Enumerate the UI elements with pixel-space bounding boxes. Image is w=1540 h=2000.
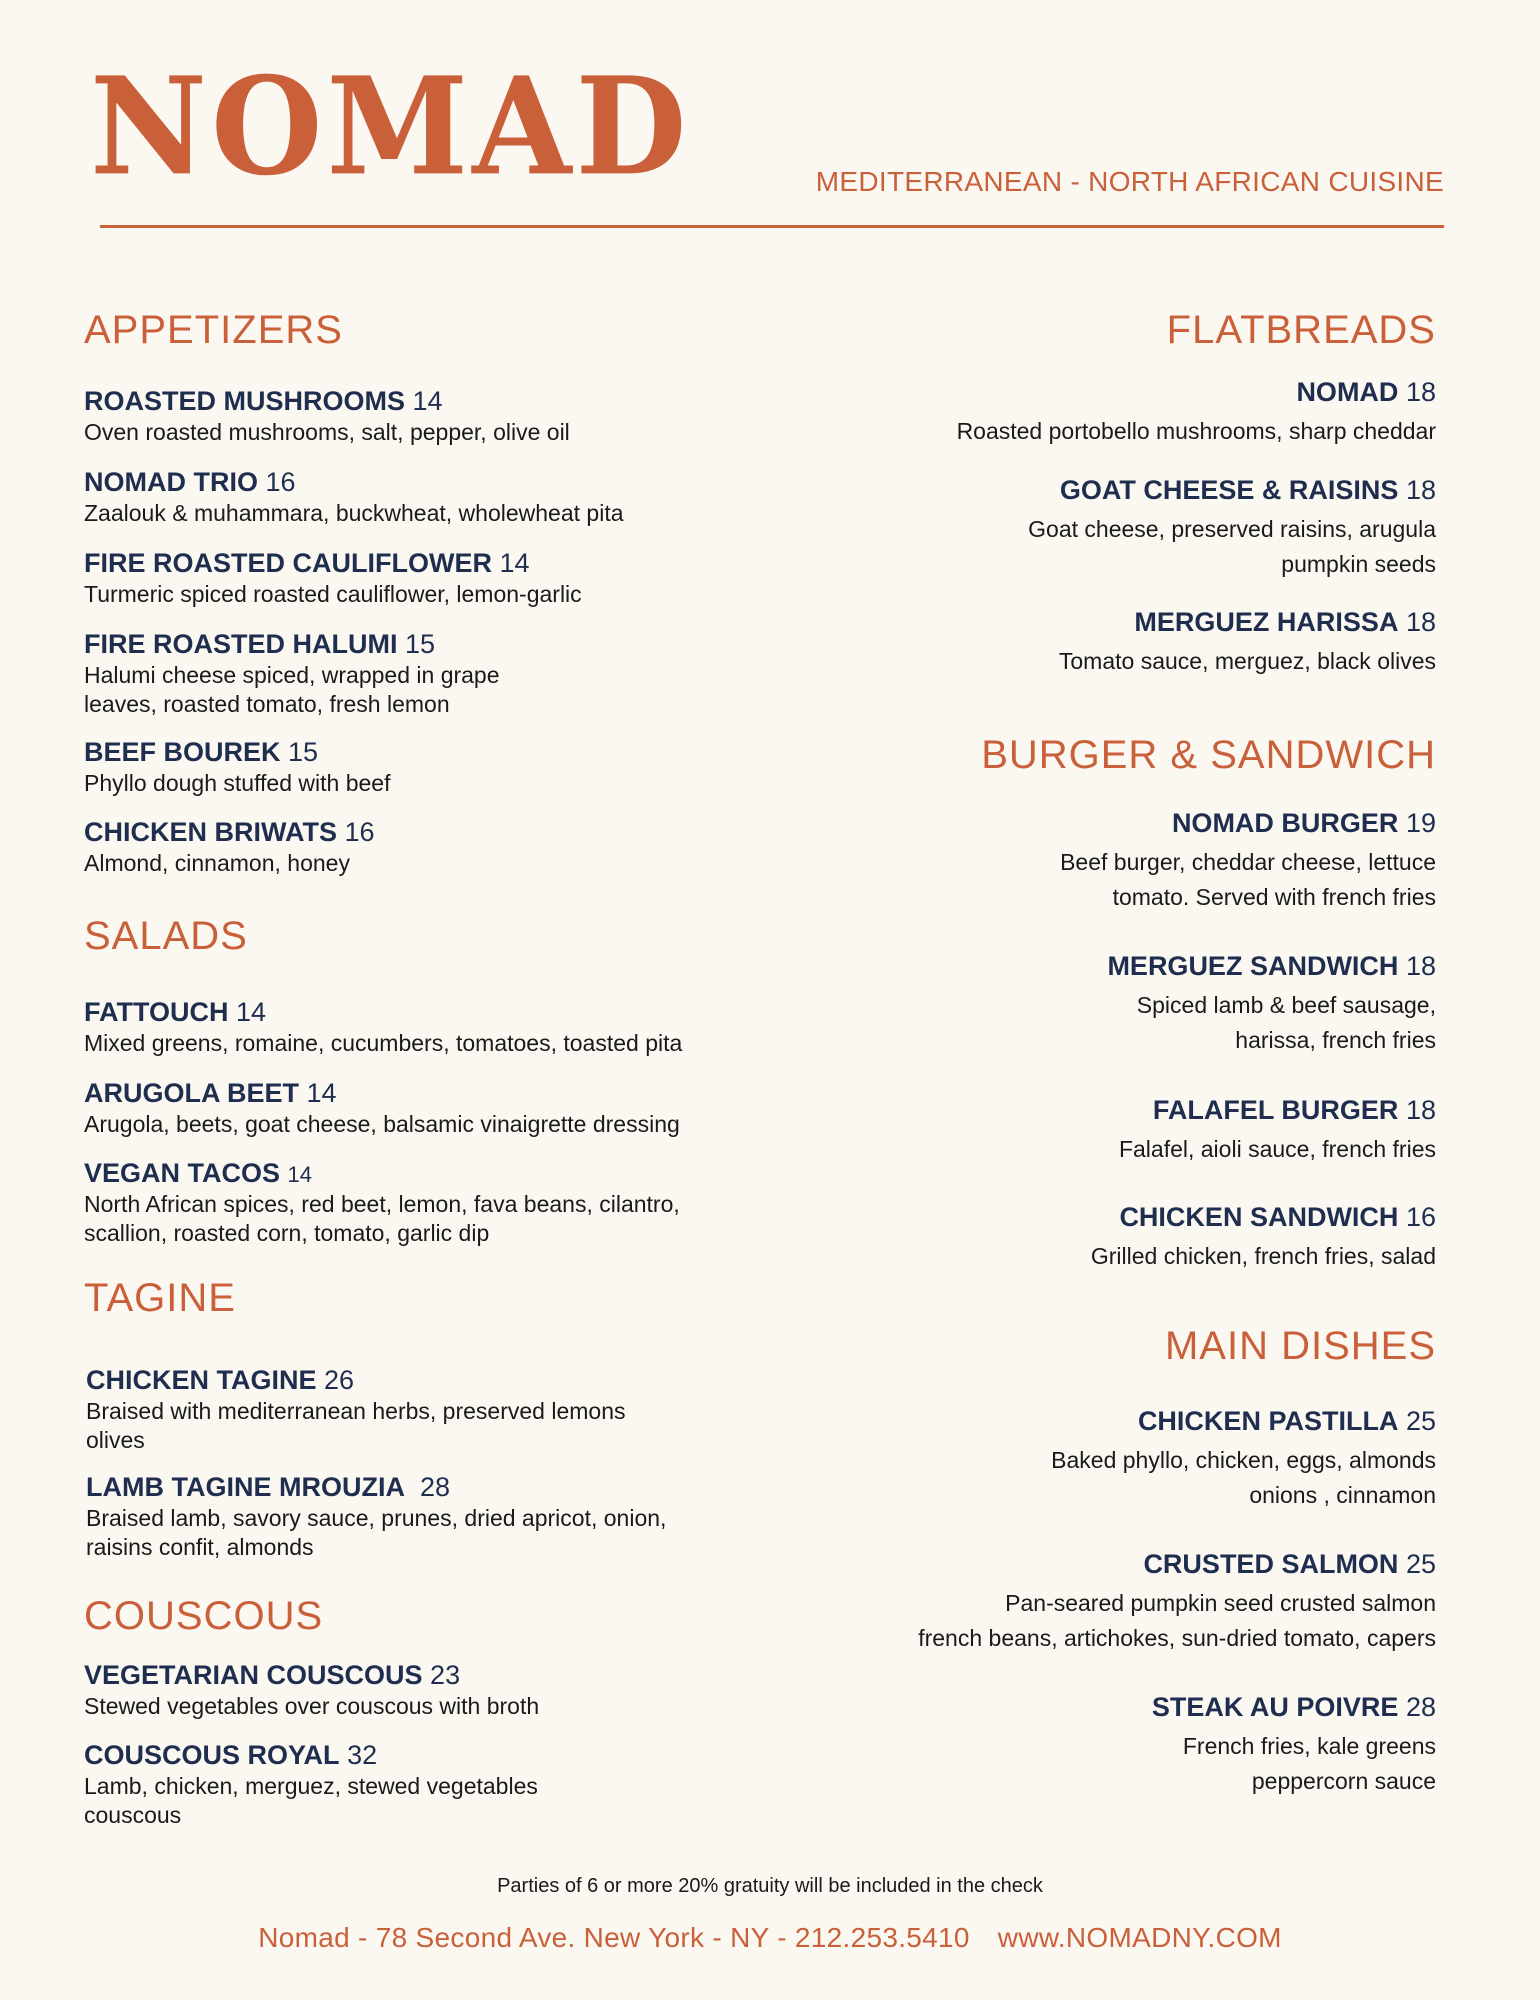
item-price: 18 [1405, 377, 1436, 407]
item-price: 32 [347, 1740, 378, 1770]
menu-item [84, 630, 500, 719]
item-desc: peppercorn sauce [1251, 1768, 1436, 1795]
item-desc: Braised with mediterranean herbs, preserved lemons [86, 1397, 626, 1424]
item-price: 16 [265, 467, 296, 497]
menu-item [84, 387, 570, 446]
section-title-main-dishes: MAIN DISHES [1164, 1324, 1436, 1368]
item-price: 14 [236, 997, 267, 1027]
item-name: GOAT CHEESE & RAISINS [1059, 475, 1399, 505]
item-desc: French fries, kale greens [1182, 1732, 1436, 1759]
menu-item [84, 998, 682, 1057]
item-price: 16 [344, 817, 375, 847]
item-desc: onions , cinnamon [1249, 1482, 1436, 1509]
section-title-burger-sandwich: BURGER & SANDWICH [981, 733, 1436, 777]
item-price: 18 [1405, 951, 1436, 981]
item-desc: Roasted portobello mushrooms, sharp cheddar [956, 417, 1436, 444]
item-price: 28 [419, 1472, 451, 1502]
item-name: NOMAD BURGER [1171, 808, 1399, 838]
item-desc: Goat cheese, preserved raisins, arugula [1028, 515, 1436, 542]
menu-item [84, 738, 390, 797]
item-price: 15 [405, 629, 436, 659]
item-name: MERGUEZ HARISSA [1134, 607, 1399, 637]
item-desc: scallion, roasted corn, tomato, garlic dip [84, 1220, 490, 1247]
item-name: ARUGOLA BEET [84, 1078, 299, 1108]
item-price: 25 [1405, 1549, 1436, 1579]
section-title-salads: SALADS [84, 914, 248, 958]
menu-item [1059, 608, 1436, 679]
item-desc: Tomato sauce, merguez, black olives [1058, 647, 1436, 674]
gratuity-note: Parties of 6 or more 20% gratuity will be included in the check [497, 1875, 1043, 1897]
item-desc: North African spices, red beet, lemon, fava beans, cilantro, [84, 1190, 680, 1217]
item-price: 18 [1405, 1095, 1436, 1125]
item-name: BEEF BOUREK [84, 737, 281, 767]
menu-item [84, 468, 624, 527]
item-name: ROASTED MUSHROOMS [84, 386, 406, 416]
item-desc: Baked phyllo, chicken, eggs, almonds [1051, 1446, 1436, 1473]
menu-item [86, 1473, 666, 1562]
menu-item [84, 549, 582, 608]
item-name: NOMAD [1296, 377, 1399, 407]
item-desc: olives [86, 1427, 145, 1454]
item-name: MERGUEZ SANDWICH [1107, 951, 1399, 981]
item-name: CRUSTED SALMON [1143, 1549, 1399, 1579]
item-name: CHICKEN SANDWICH [1119, 1202, 1399, 1232]
menu-item [84, 1741, 538, 1830]
item-desc: Zaalouk & muhammara, buckwheat, wholewheat pita [84, 499, 624, 526]
item-price: 18 [1405, 607, 1436, 637]
item-name: NOMAD TRIO [84, 467, 258, 497]
item-name: CHICKEN BRIWATS [84, 817, 337, 847]
item-name: FALAFEL BURGER [1152, 1095, 1399, 1125]
item-desc: Lamb, chicken, merguez, stewed vegetables [84, 1772, 538, 1799]
item-price: 15 [288, 737, 319, 767]
item-price: 14 [499, 548, 530, 578]
item-desc: Stewed vegetables over couscous with broth [84, 1692, 540, 1719]
section-title-tagine: TAGINE [84, 1276, 236, 1320]
item-desc: Almond, cinnamon, honey [84, 849, 350, 876]
menu-item [1060, 809, 1436, 916]
item-name: FIRE ROASTED CAULIFLOWER [84, 548, 492, 578]
menu-item [1152, 1693, 1436, 1800]
item-price: 26 [324, 1365, 355, 1395]
item-name: COUSCOUS ROYAL [84, 1740, 340, 1770]
item-price: 23 [430, 1660, 461, 1690]
restaurant-logo: NOMAD [90, 48, 691, 206]
menu-item [957, 378, 1436, 449]
item-price: 18 [1405, 475, 1436, 505]
menu-item [1107, 952, 1436, 1059]
item-name: FIRE ROASTED HALUMI [84, 629, 398, 659]
item-desc: Spiced lamb & beef sausage, [1136, 991, 1436, 1018]
item-desc: harissa, french fries [1235, 1027, 1436, 1054]
menu-item [1091, 1203, 1436, 1274]
item-desc: raisins confit, almonds [86, 1534, 314, 1561]
menu-item [86, 1366, 626, 1455]
item-name: FATTOUCH [84, 997, 229, 1027]
section-title-appetizers: APPETIZERS [84, 308, 343, 352]
item-name: CHICKEN TAGINE [86, 1365, 317, 1395]
item-desc: Mixed greens, romaine, cucumbers, tomatoes, toasted pita [84, 1029, 683, 1056]
footer-contact [0, 1922, 1540, 1954]
item-price: 14 [287, 1162, 313, 1187]
item-desc: Braised lamb, savory sauce, prunes, dried apricot, onion, [86, 1504, 667, 1531]
item-desc: Phyllo dough stuffed with beef [84, 769, 391, 796]
menu-item [1028, 476, 1436, 583]
item-price: 28 [1405, 1692, 1436, 1722]
menu-item [1119, 1096, 1436, 1167]
item-desc: couscous [84, 1802, 182, 1829]
menu-item [84, 1079, 680, 1138]
menu-item [1051, 1407, 1436, 1514]
item-desc: Halumi cheese spiced, wrapped in grape [84, 661, 500, 688]
item-desc: Oven roasted mushrooms, salt, pepper, olive oil [84, 418, 570, 445]
item-desc: pumpkin seeds [1281, 551, 1436, 578]
item-name: STEAK AU POIVRE [1151, 1692, 1399, 1722]
item-name: LAMB TAGINE MROUZIA [86, 1472, 405, 1502]
menu-item [918, 1550, 1436, 1657]
item-desc: Falafel, aioli sauce, french fries [1118, 1135, 1436, 1162]
section-title-couscous: COUSCOUS [84, 1594, 324, 1638]
item-desc: tomato. Served with french fries [1112, 884, 1436, 911]
item-price: 14 [412, 386, 443, 416]
footer-website-link[interactable]: www.NOMADNY.COM [997, 1922, 1282, 1953]
item-desc: Pan-seared pumpkin seed crusted salmon [1005, 1589, 1436, 1616]
item-desc: Arugola, beets, goat cheese, balsamic vinaigrette dressing [84, 1110, 680, 1137]
footer-address: Nomad - 78 Second Ave. New York - NY - 212.253.5410 [258, 1922, 970, 1953]
menu-item [84, 818, 375, 877]
section-title-flatbreads: FLATBREADS [1166, 308, 1436, 352]
cuisine-tagline: MEDITERRANEAN - NORTH AFRICAN CUISINE [815, 166, 1444, 197]
item-name: CHICKEN PASTILLA [1137, 1406, 1399, 1436]
item-desc: leaves, roasted tomato, fresh lemon [84, 691, 450, 718]
item-desc: Turmeric spiced roasted cauliflower, lemon-garlic [84, 580, 582, 607]
item-price: 25 [1405, 1406, 1436, 1436]
menu-item [84, 1661, 539, 1720]
header-divider [100, 225, 1444, 228]
item-desc: Beef burger, cheddar cheese, lettuce [1060, 848, 1436, 875]
item-price: 16 [1405, 1202, 1436, 1232]
item-desc: french beans, artichokes, sun-dried tomato, capers [918, 1625, 1436, 1652]
item-name: VEGAN TACOS [84, 1158, 281, 1188]
menu-item [84, 1159, 680, 1248]
item-price: 14 [306, 1078, 337, 1108]
item-price: 19 [1405, 808, 1436, 838]
item-desc: Grilled chicken, french fries, salad [1090, 1242, 1436, 1269]
item-name: VEGETARIAN COUSCOUS [84, 1660, 423, 1690]
